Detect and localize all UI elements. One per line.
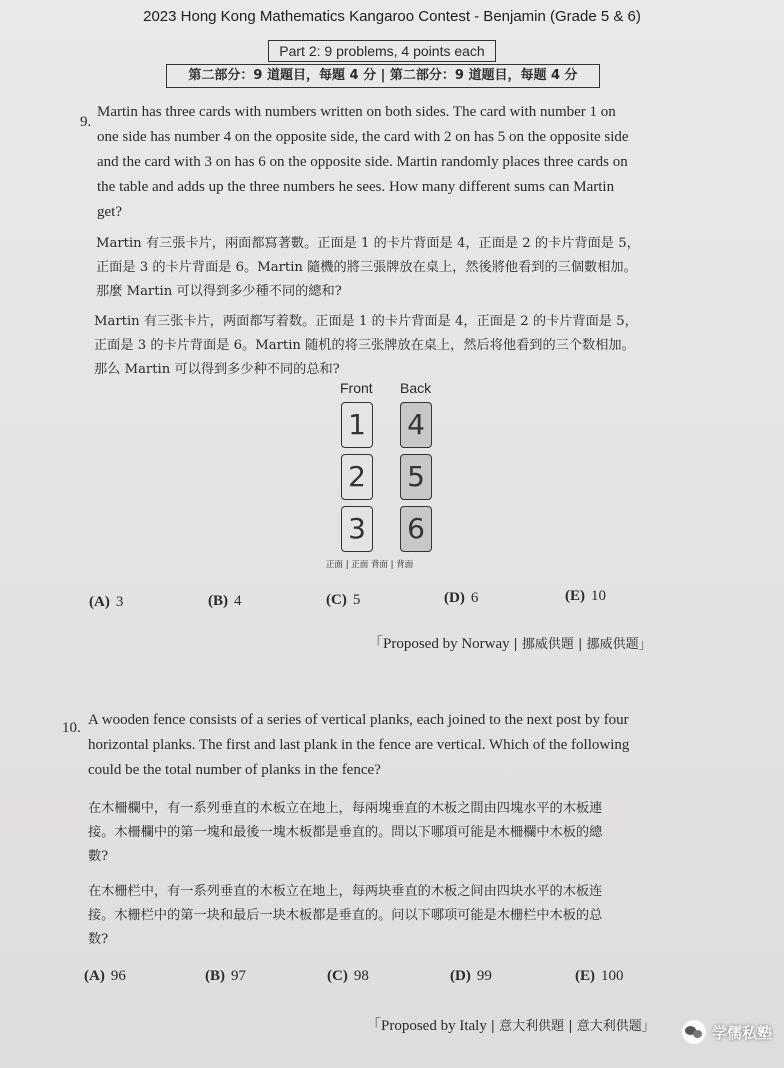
q9-zh-trad-line: 正面是 3 的卡片背面是 6。Martin 隨機的將三張牌放在桌上，然後將他看到的三個數相加。 — [96, 260, 637, 275]
q9-option-d — [444, 590, 478, 607]
q10-option-e — [575, 968, 624, 985]
front-card-3: 3 — [341, 506, 373, 552]
q9-option-b — [208, 593, 242, 610]
option-value: 3 — [115, 594, 124, 610]
q9-en-line: one side has number 4 on the opposite side, the card with 2 on has 5 on the opposite side — [97, 129, 629, 145]
q9-en-line: Martin has three cards with numbers written on both sides. The card with number 1 on — [97, 104, 616, 120]
q9-zh-simp-line: 正面是 3 的卡片背面是 6。Martin 随机的将三张牌放在桌上，然后将他看到的三个数相加。 — [94, 338, 635, 353]
q10-option-b — [205, 968, 246, 985]
q10-zh-simp-line: 数? — [88, 932, 109, 947]
question-9-text-zh-trad — [96, 232, 640, 304]
cards-figure — [326, 380, 460, 575]
cards-caption: 正面 | 正面 背面 | 背面 — [326, 560, 414, 570]
option-letter: (A) — [84, 968, 105, 984]
option-letter: (E) — [575, 968, 595, 984]
question-9-text-en — [97, 100, 629, 225]
option-value: 99 — [476, 968, 492, 984]
wechat-icon — [682, 1020, 706, 1044]
back-label: Back — [400, 380, 432, 396]
q9-option-a — [89, 594, 123, 611]
back-card-5: 5 — [400, 454, 432, 500]
q10-en-line: could be the total number of planks in the fence? — [88, 762, 381, 778]
option-value: 6 — [470, 590, 479, 606]
question-10-text-zh-simp — [88, 880, 602, 952]
proposed-en: 「Proposed by Italy — [366, 1018, 487, 1034]
q10-zh-simp-line: 接。木栅栏中的第一块和最后一块木板都是垂直的。问以下哪项可能是木栅栏中木板的总 — [88, 908, 603, 923]
front-card-2: 2 — [341, 454, 373, 500]
option-value: 96 — [110, 968, 126, 984]
q10-en-line: A wooden fence consists of a series of vertical planks, each joined to the next post by four — [88, 712, 629, 728]
q10-option-a — [84, 968, 126, 985]
option-value: 98 — [353, 968, 369, 984]
question-10-text-en — [88, 708, 629, 783]
q10-zh-trad-line: 在木柵欄中，有一系列垂直的木板立在地上，每兩塊垂直的木板之間由四塊水平的木板連 — [88, 801, 603, 816]
back-card-6: 6 — [400, 506, 432, 552]
q9-zh-trad-line: 那麼 Martin 可以得到多少種不同的總和? — [96, 284, 342, 299]
q10-zh-simp-line: 在木栅栏中，有一系列垂直的木板立在地上，每两块垂直的木板之间由四块水平的木板连 — [88, 884, 603, 899]
front-label: Front — [340, 380, 373, 396]
option-value: 97 — [231, 968, 246, 984]
q9-zh-simp-line: 那么 Martin 可以得到多少种不同的总和? — [94, 362, 340, 377]
option-letter: (E) — [565, 588, 585, 604]
q9-en-line: the table and adds up the three numbers he sees. How many different sums can Martin — [97, 179, 615, 195]
q9-en-line: get? — [97, 204, 122, 220]
question-9-text-zh-simp — [94, 310, 638, 382]
question-9-number: 9. — [80, 114, 92, 130]
q9-proposed-by — [368, 632, 652, 653]
q9-zh-simp-line: Martin 有三张卡片，两面都写着数。正面是 1 的卡片背面是 4，正面是 2 的卡片背面是 5， — [94, 314, 638, 329]
watermark — [682, 1020, 772, 1044]
option-letter: (C) — [327, 968, 348, 984]
option-letter: (B) — [205, 968, 225, 984]
proposed-zh: | 意大利供題 | 意大利供题」 — [490, 1019, 655, 1034]
watermark-text: 学儒私塾 — [711, 1023, 772, 1042]
q10-en-line: horizontal planks. The first and last plank in the fence are vertical. Which of the following — [88, 737, 630, 753]
part-heading-zh: 第二部分：9 道題目，每題 4 分 | 第二部分：9 道题目，每题 4 分 — [166, 64, 600, 88]
q10-zh-trad-line: 數? — [88, 849, 109, 864]
q10-option-c — [327, 968, 369, 985]
option-value: 5 — [352, 592, 361, 608]
part-heading-en: Part 2: 9 problems, 4 points each — [268, 40, 496, 62]
option-letter: (C) — [326, 592, 347, 608]
q10-zh-trad-line: 接。木柵欄中的第一塊和最後一塊木板都是垂直的。問以下哪項可能是木柵欄中木板的總 — [88, 825, 603, 840]
proposed-zh: | 挪威供題 | 挪威供题」 — [513, 637, 652, 652]
q9-zh-trad-line: Martin 有三張卡片，兩面都寫著數。正面是 1 的卡片背面是 4，正面是 2 的卡片背面是 5， — [96, 236, 640, 251]
q10-proposed-by — [366, 1014, 655, 1035]
option-letter: (A) — [89, 594, 110, 610]
question-10-text-zh-trad — [88, 797, 602, 869]
contest-title: 2023 Hong Kong Mathematics Kangaroo Contest - Benjamin (Grade 5 & 6) — [143, 8, 641, 25]
option-letter: (D) — [450, 968, 471, 984]
option-value: 100 — [601, 968, 624, 984]
q9-option-c — [326, 592, 360, 609]
proposed-en: 「Proposed by Norway — [368, 636, 510, 652]
option-value: 4 — [234, 593, 242, 609]
question-10-number: 10. — [62, 720, 81, 736]
option-value: 10 — [591, 588, 606, 604]
q9-option-e — [565, 588, 606, 605]
front-card-1: 1 — [341, 402, 373, 448]
option-letter: (D) — [444, 590, 465, 606]
q9-en-line: and the card with 3 on has 6 on the opposite side. Martin randomly places three cards on — [97, 154, 628, 170]
option-letter: (B) — [208, 593, 228, 609]
back-card-4: 4 — [400, 402, 432, 448]
q10-option-d — [450, 968, 492, 985]
